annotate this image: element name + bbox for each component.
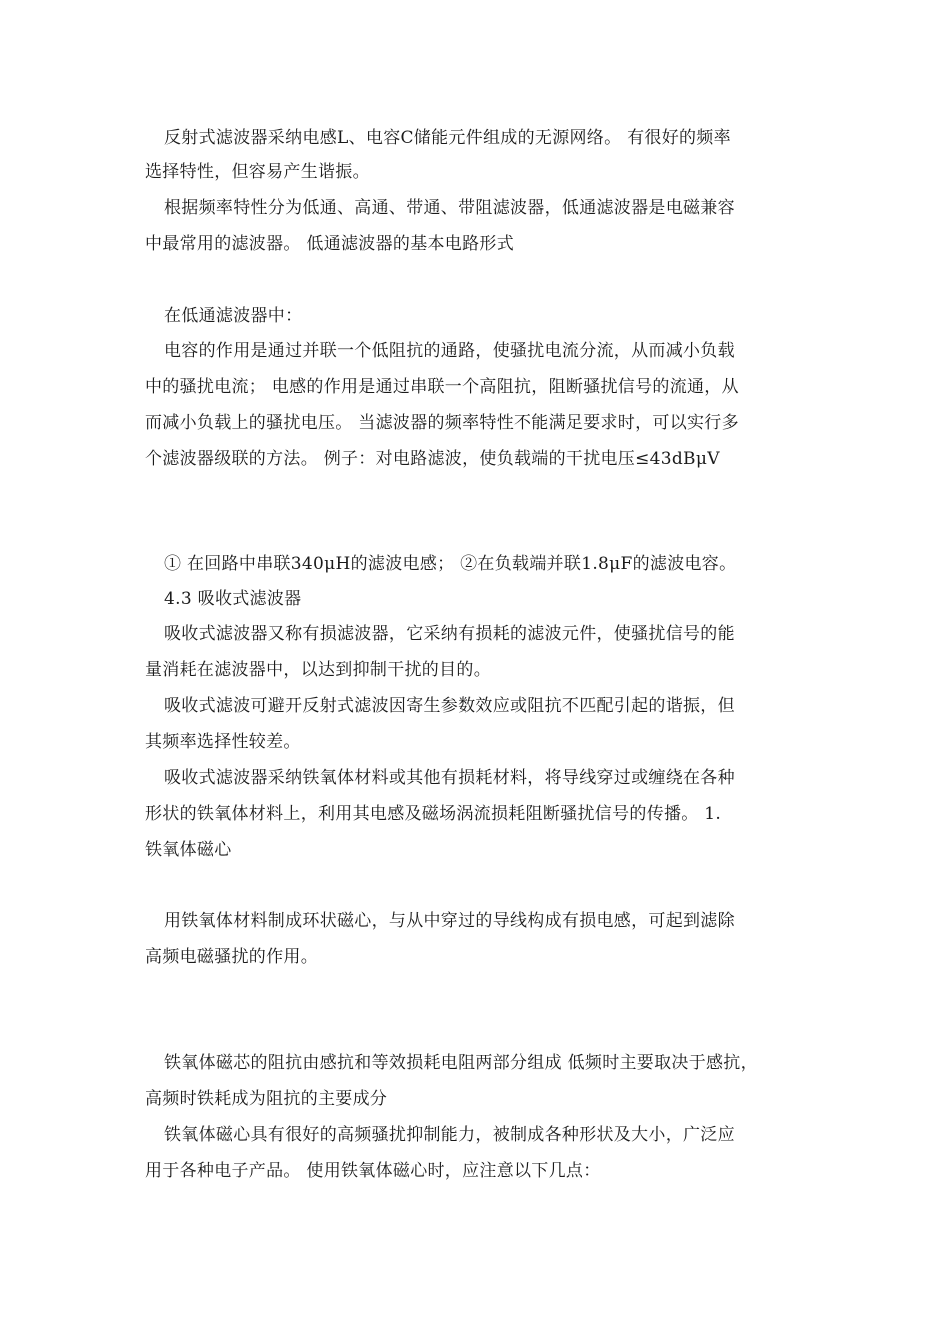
paragraph-line: 铁氧体磁心: [145, 840, 232, 860]
paragraph-line: 用于各种电子产品。 使用铁氧体磁心时，应注意以下几点：: [145, 1161, 601, 1181]
paragraph-line: 高频时铁耗成为阻抗的主要成分: [145, 1089, 388, 1109]
paragraph-line: 根据频率特性分为低通、高通、带通、带阻滤波器，低通滤波器是电磁兼容: [164, 198, 735, 218]
paragraph-line: 个滤波器级联的方法。 例子：对电路滤波，使负载端的干扰电压≤43dBμV: [145, 449, 720, 469]
paragraph-line: 在低通滤波器中：: [164, 306, 303, 326]
paragraph-line: 量消耗在滤波器中，以达到抑制干扰的目的。: [145, 660, 491, 680]
paragraph-line: 电容的作用是通过并联一个低阻抗的通路，使骚扰电流分流，从而减小负载: [164, 341, 735, 361]
paragraph-line: 中的骚扰电流； 电感的作用是通过串联一个高阻抗，阻断骚扰信号的流通，从: [145, 377, 739, 397]
paragraph-line: 吸收式滤波器又称有损滤波器，它采纳有损耗的滤波元件，使骚扰信号的能: [164, 624, 735, 644]
paragraph-line: 用铁氧体材料制成环状磁心，与从中穿过的导线构成有损电感，可起到滤除: [164, 911, 735, 931]
paragraph-line: 吸收式滤波可避开反射式滤波因寄生参数效应或阻抗不匹配引起的谐振，但: [164, 696, 735, 716]
paragraph-line: 反射式滤波器采纳电感L、电容C储能元件组成的无源网络。 有很好的频率: [164, 128, 731, 148]
paragraph-line: 其频率选择性较差。: [145, 732, 301, 752]
paragraph-line: 中最常用的滤波器。 低通滤波器的基本电路形式: [145, 234, 515, 254]
paragraph-line: 铁氧体磁芯的阻抗由感抗和等效损耗电阻两部分组成 低频时主要取决于感抗，: [164, 1053, 758, 1073]
paragraph-line: 而减小负载上的骚扰电压。 当滤波器的频率特性不能满足要求时，可以实行多: [145, 413, 739, 433]
paragraph-line: 形状的铁氧体材料上，利用其电感及磁场涡流损耗阻断骚扰信号的传播。 1.: [145, 804, 722, 824]
paragraph-line: 吸收式滤波器采纳铁氧体材料或其他有损耗材料，将导线穿过或缠绕在各种: [164, 768, 735, 788]
paragraph-line: 铁氧体磁心具有很好的高频骚扰抑制能力，被制成各种形状及大小，广泛应: [164, 1125, 735, 1145]
paragraph-line: ① 在回路中串联340μH的滤波电感； ②在负载端并联1.8μF的滤波电容。: [164, 554, 737, 574]
section-heading: 4.3 吸收式滤波器: [164, 589, 302, 609]
paragraph-line: 高频电磁骚扰的作用。: [145, 947, 318, 967]
paragraph-line: 选择特性，但容易产生谐振。: [145, 162, 370, 182]
